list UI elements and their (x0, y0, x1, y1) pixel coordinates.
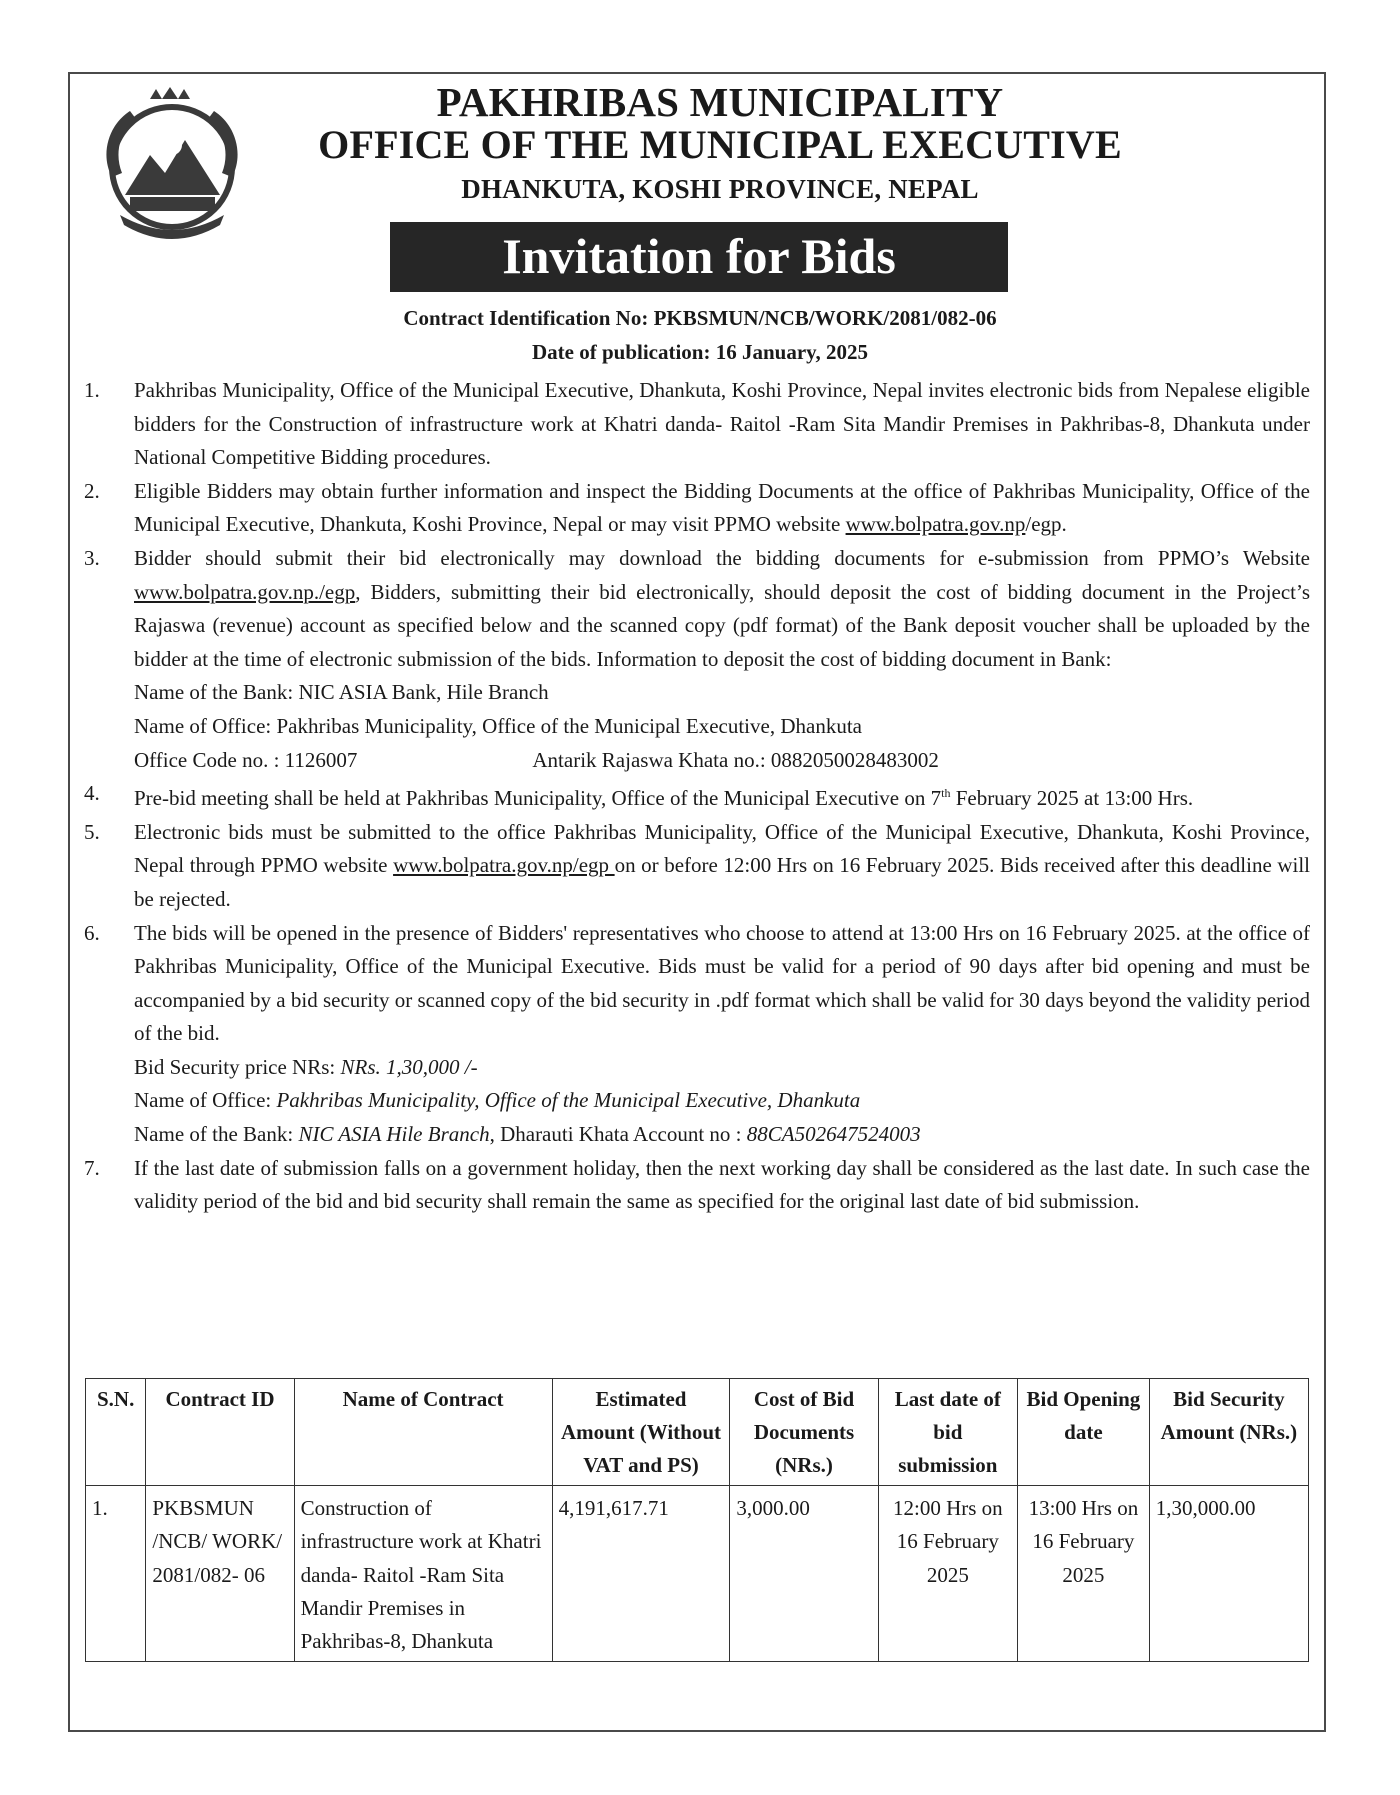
bid-details-table (85, 1378, 1309, 1662)
clause-text (134, 475, 1310, 542)
column-header: Estimated Amount (Without VAT and PS) (552, 1379, 730, 1486)
clause-text (134, 777, 1310, 816)
field-label: Bid Security price NRs: (134, 1054, 341, 1079)
column-header: Last date of bid submission (878, 1379, 1017, 1486)
rajaswa-khata: Antarik Rajaswa Khata no.: 0882050028483002 (532, 747, 939, 772)
clause-number: 3. (84, 545, 100, 570)
cell-estimated-amount: 4,191,617.71 (552, 1486, 730, 1662)
clause-text-part: Bidder should submit their bid electronically may download the bidding documents for e-submission from PPMO’s Website (134, 545, 1310, 570)
notice-title: Invitation for Bids (502, 228, 896, 284)
office-name-line: Name of Office: Pakhribas Municipality, Office of the Municipal Executive, Dhankuta (134, 713, 862, 738)
table-row (86, 1486, 1309, 1662)
clause-text: The bids will be opened in the presence of Bidders' representatives who choose to attend at 13:00 Hrs on 16 February 2025. at the office of Pakhribas Municipality, Office of the Municipal Executive. Bids must be valid for a period of 90 days after bid opening and must be accompanied by a bid security or scanned copy of the bid security in .pdf format which shall be valid for 30 days beyond the validity period of the bid. (134, 920, 1310, 1046)
contract-identification: Contract Identification No: PKBSMUN/NCB/WORK/2081/082-06 (403, 306, 997, 330)
ppmo-website-link[interactable]: www.bolpatra.gov.np/egp (393, 853, 615, 878)
clause-number: 6. (84, 920, 100, 945)
clause-text-part: Electronic bids must be submitted to the office Pakhribas Municipality, Office of the Municipal Executive, Dhankuta, Koshi Province, Nepal through PPMO website (134, 819, 1310, 878)
column-header: S.N. (86, 1379, 146, 1486)
clause-text-part: February 2025 at 13:00 Hrs. (950, 786, 1194, 811)
municipality-name: PAKHRIBAS MUNICIPALITY (436, 79, 1004, 125)
cell-contract-name: Construction of infrastructure work at Khatri danda- Raitol -Ram Sita Mandir Premises in Pakhribas-8, Dhankuta (294, 1486, 552, 1662)
column-header: Cost of Bid Documents (NRs.) (730, 1379, 878, 1486)
bid-security-price: NRs. 1,30,000 /- (340, 1054, 478, 1079)
field-label: Name of Office: (134, 1088, 277, 1113)
clause-text-part: Eligible Bidders may obtain further information and inspect the Bidding Documents at the office of Pakhribas Municipality, Office of the Municipal Executive, Dhankuta, Koshi Province, Nepal or may visit PPMO website (134, 478, 1310, 537)
cell-sn: 1. (86, 1486, 146, 1662)
cell-security-amount: 1,30,000.00 (1149, 1486, 1308, 1662)
column-header: Name of Contract (294, 1379, 552, 1486)
ordinal-suffix: th (941, 786, 951, 801)
clause-number: 5. (84, 819, 100, 844)
clause-2 (84, 475, 1310, 542)
clause-text-part: , Bidders, submitting their bid electronically, should deposit the cost of bidding document in the Project’s Rajaswa (revenue) account as specified below and the scanned copy (pdf format) of the Bank deposit voucher shall be uploaded by the bidder at the time of electronic submission of the bids. Information to deposit the cost of bidding document in Bank: (134, 579, 1310, 671)
office-name-value: Pakhribas Municipality, Office of the Municipal Executive, Dhankuta (276, 1088, 861, 1113)
office-name: OFFICE OF THE MUNICIPAL EXECUTIVE (318, 122, 1122, 167)
clause-text (134, 542, 1310, 676)
notice-clauses (84, 374, 1310, 1219)
bank-name: Name of the Bank: NIC ASIA Bank, Hile Branch (134, 680, 549, 705)
office-code-line (134, 744, 1310, 778)
clause-number: 7. (84, 1155, 100, 1180)
clause-3 (84, 542, 1310, 777)
clause-number: 1. (84, 378, 100, 402)
account-number: 88CA502647524003 (746, 1122, 921, 1147)
clause-number: 4. (84, 781, 100, 806)
clause-text: If the last date of submission falls on a government holiday, then the next working day shall be considered as the last date. In such case the validity period of the bid and bid security shall remain the same as specified for the original last date of bid submission. (134, 1155, 1310, 1214)
column-header: Bid Security Amount (NRs.) (1149, 1379, 1308, 1486)
column-header: Contract ID (146, 1379, 294, 1486)
clause-text: Pakhribas Municipality, Office of the Municipal Executive, Dhankuta, Koshi Province, Nepal invites electronic bids from Nepalese eligible bidders for the Construction of infrastructure work at Khatri danda- Raitol -Ram Sita Mandir Premises in Pakhribas-8, Dhankuta under National Competitive Bidding procedures. (134, 378, 1310, 470)
office-name-line (134, 1084, 1310, 1118)
publication-date: Date of publication: 16 January, 2025 (531, 340, 869, 364)
clause-text-part: Pre-bid meeting shall be held at Pakhribas Municipality, Office of the Municipal Executive on 7 (134, 786, 942, 811)
cell-document-cost: 3,000.00 (730, 1486, 878, 1662)
clause-7 (84, 1152, 1310, 1219)
table-header-row (86, 1379, 1309, 1486)
clause-6 (84, 917, 1310, 1152)
clause-5 (84, 816, 1310, 917)
cell-last-submission-date: 12:00 Hrs on 16 February 2025 (878, 1486, 1017, 1662)
clause-text-part: on or before 12:00 Hrs on 16 February 2025. Bids received after this deadline will be rejected. (134, 853, 1310, 911)
bank-account-line (134, 1118, 1310, 1152)
cell-opening-date: 13:00 Hrs on 16 February 2025 (1018, 1486, 1150, 1662)
clause-number: 2. (84, 478, 100, 503)
office-location: DHANKUTA, KOSHI PROVINCE, NEPAL (461, 174, 979, 204)
cell-contract-id: PKBSMUN /NCB/ WORK/ 2081/082- 06 (146, 1486, 294, 1662)
notice-title-banner (390, 222, 1008, 292)
field-label: , Dharauti Khata Account no : (489, 1122, 747, 1147)
municipality-emblem-icon (90, 85, 255, 250)
field-label: Name of the Bank: (134, 1122, 299, 1147)
ppmo-website-link[interactable]: www.bolpatra.gov.np./egp (134, 579, 356, 604)
clause-text (134, 816, 1310, 917)
ppmo-website-link[interactable]: www.bolpatra.gov.np (845, 512, 1026, 537)
clause-1 (84, 374, 1310, 475)
bank-name-value: NIC ASIA Hile Branch (298, 1122, 490, 1147)
clause-4 (84, 777, 1310, 816)
office-code: Office Code no. : 1126007 (134, 747, 358, 772)
bid-security-price-line (134, 1051, 1310, 1085)
column-header: Bid Opening date (1018, 1379, 1150, 1486)
clause-text-part: /egp. (1025, 512, 1067, 537)
